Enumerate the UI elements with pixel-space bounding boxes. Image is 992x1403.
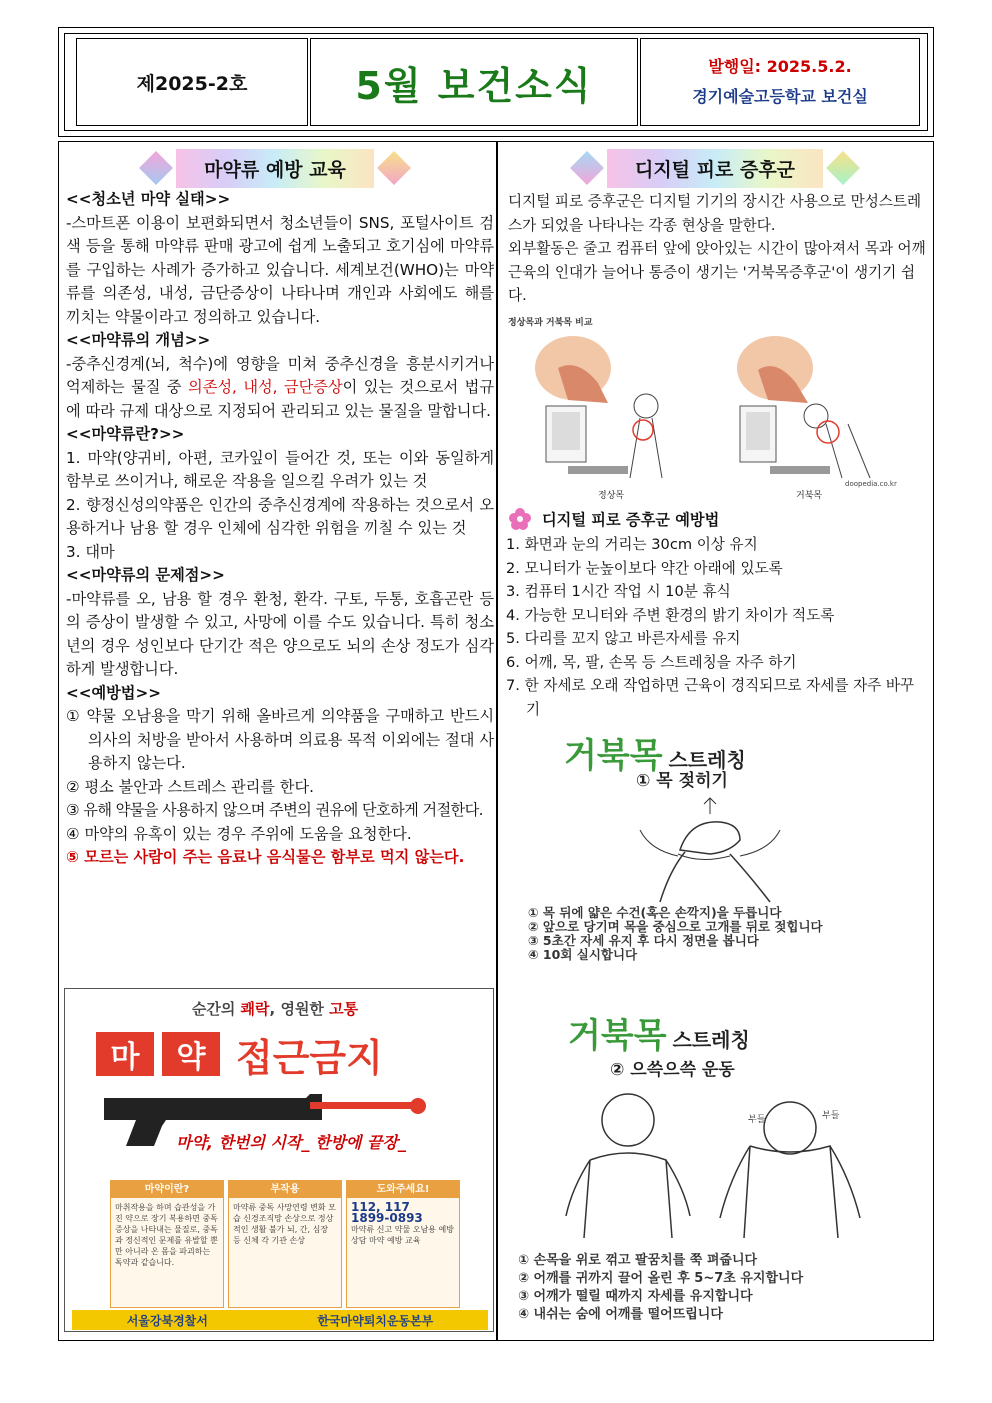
drug-section-text	[66, 188, 494, 870]
heading-prevention: <<예방법>>	[66, 683, 161, 702]
prevention-list-item: 6. 어깨, 목, 팔, 손목 등 스트레칭을 자주 하기	[506, 653, 797, 671]
kdac-logo-text: 한국마약퇴치운동본부	[317, 1313, 434, 1328]
stretch2-step: ④ 내쉬는 숨에 어깨를 떨어뜨립니다	[518, 1307, 723, 1322]
normal-neck-caption: 정상목	[598, 491, 625, 501]
poster-panel-body: 마약류 중독 사망연령 변화 모습 신경조직망 손상으로 정상적인 생활 불가 뇌, 간, 심장 등 신체 각 기관 손상	[233, 1203, 336, 1245]
prevention-item: ③ 유해 약물을 사용하지 않으며 주변의 권유에 단호하게 거절한다.	[66, 801, 483, 819]
concept-text-a: -중추신경계(뇌, 척수)에 영향을 미쳐 중추신경을 흥분시키거나 억제하는 물질 중	[66, 354, 494, 396]
image-credit: doopedia.co.kr	[845, 480, 897, 488]
prevention-item-warning: ⑤ 모르는 사람이 주는 음료나 음식물은 함부로 먹지 않는다.	[66, 848, 465, 866]
poster-slogan: 마약, 한번의 시작_ 한방에 끝장_	[176, 1133, 406, 1152]
comparison-label: 정상목과 거북목 비교	[508, 318, 593, 328]
poster-panel-what	[110, 1180, 224, 1308]
stretch1-step: ① 목 뒤에 얇은 수건(혹은 손깍지)을 두릅니다	[528, 905, 782, 920]
issue-number: 제2025-2호	[76, 38, 308, 126]
definition-item: 3. 대마	[66, 542, 115, 561]
stretch2-step: ③ 어깨가 떨릴 때까지 자세를 유지합니다	[518, 1289, 753, 1304]
prevention-title: 디지털 피로 증후군 예방법	[542, 510, 720, 529]
prevention-item: ① 약물 오남용을 막기 위해 올바르게 의약품을 구매하고 반드시 의사의 처방을 받아서 사용하며 의료용 목적 이외에는 절대 사용하지 않는다.	[66, 707, 494, 772]
prevention-list-item: 1. 화면과 눈의 거리는 30cm 이상 유지	[506, 536, 758, 553]
definition-item: 2. 향정신성의약품은 인간의 중추신경계에 작용하는 것으로서 오용하거나 남용 할 경우 인체에 심각한 위험을 끼칠 수 있는 것	[66, 495, 494, 537]
prevention-list-item: 3. 컴퓨터 1시간 작업 시 10분 휴식	[506, 583, 731, 600]
shoulder-shrug-illustration	[550, 1088, 870, 1248]
definition-item: 1. 마약(양귀비, 아편, 코카잎이 들어간 것, 또는 이와 동일하게 함부로 쓰이거나, 해로운 작용을 일으킬 우려가 있는 것	[66, 448, 494, 490]
publish-date: 발행일: 2025.5.2.	[708, 57, 852, 76]
poster-panel-help	[346, 1180, 460, 1308]
newsletter-title: 5월 보건소식	[310, 38, 638, 126]
digital-fatigue-intro	[500, 190, 930, 308]
help-services: 마약류 신고 약물 오남용 예방 상담 마약 예방 교육	[351, 1225, 454, 1245]
poster-panel-body	[347, 1198, 459, 1250]
prevention-list	[506, 533, 926, 721]
poster-box-ma: 마	[96, 1032, 154, 1076]
paragraph-drug-problems: -마약류를 오, 남용 할 경우 환청, 환각. 구토, 두통, 호흡곤란 등의 증상이 발생할 수 있고, 사망에 이를 수도 있습니다. 특히 청소년의 경우 성인보다 단기간 적은 양으로도 뇌의 손상 정도가 심각하게 발생합니다.	[66, 589, 494, 678]
column-divider	[496, 141, 498, 1341]
prevention-heading	[508, 507, 719, 531]
drug-section-banner	[100, 150, 450, 186]
poster-info-panels	[110, 1180, 460, 1308]
poster-title: 접근금지	[236, 1035, 383, 1080]
poster-tagline-red1: 쾌락	[240, 1000, 270, 1018]
heading-what-is-drug: <<마약류란?>>	[66, 425, 185, 443]
poster-tagline	[110, 998, 440, 1019]
turtle-neck-caption: 거북목	[796, 491, 823, 501]
poster-panel-body: 마취작용을 하며 습관성을 가진 약으로 장기 복용하면 중독 증상을 나타내는 물질로, 중독과 정신적인 문제를 유발할 뿐만 아니라 온 몸을 파괴하는 독약과 같습니다.	[115, 1203, 218, 1267]
heading-drug-concept: <<마약류의 개념>>	[66, 331, 211, 349]
police-logo-text: 서울강북경찰서	[126, 1313, 208, 1328]
poster-tagline-a: 순간의	[191, 1000, 241, 1018]
neck-tilt-illustration	[590, 790, 830, 905]
stretch2-step: ② 어깨를 귀까지 끌어 올린 후 5~7초 유지합니다	[518, 1271, 804, 1286]
intro-paragraph: 외부활동은 줄고 컴퓨터 앞에 앉아있는 시간이 많아져서 목과 어깨 근육의 인대가 늘어나 통증이 생기는 '거북목증후군'이 생기기 쉽다.	[508, 240, 926, 304]
poster-headline	[96, 1030, 476, 1078]
stretch1-step: ④ 10회 실시합니다	[528, 947, 638, 962]
prevention-item: ④ 마약의 유혹이 있는 경우 주위에 도움을 요청한다.	[66, 824, 412, 843]
tremble-label: 부들	[748, 1115, 766, 1125]
diamond-icon	[826, 151, 860, 185]
diamond-icon	[139, 151, 173, 185]
stretch1-steps	[528, 906, 928, 962]
poster-panel-head: 마약이란?	[111, 1181, 223, 1198]
flower-icon	[508, 507, 532, 531]
stretch1-title: 거북목	[564, 736, 663, 776]
stretch2-subtitle: 스트레칭	[672, 1028, 750, 1052]
prevention-list-item: 4. 가능한 모니터와 주변 환경의 밝기 차이가 적도록	[506, 606, 835, 624]
poster-panel-head: 부작용	[229, 1181, 341, 1198]
poster-tagline-red2: 고통	[329, 1000, 359, 1018]
hotline-number: 1899-0893	[351, 1211, 423, 1225]
drug-section-title: 마약류 예방 교육	[176, 149, 374, 188]
concept-text-b: 이 있는 것으로서 법규에 따라 규제 대상으로 지정되어 관리되고 있는 물질을 말합니다.	[66, 378, 494, 420]
stretch2-heading	[568, 1008, 750, 1057]
stretch1-step: ③ 5초간 자세 유지 후 다시 정면을 봅니다	[528, 933, 759, 948]
paragraph-youth-drug-status: -스마트폰 이용이 보편화되면서 청소년들이 SNS, 포털사이트 검색 등을 통해 마약류 판매 광고에 쉽게 노출되고 호기심에 마약류를 구입하는 사례가 증가하고 있습니다. 세계보건(WHO)는 마약류를 의존성, 내성, 금단증상이 나타나며 개인과 사회에도 해를 끼치는 약물이라고 정의하고 있습니다.	[66, 213, 494, 326]
school-name: 경기예술고등학교 보건실	[692, 87, 868, 106]
stretch2-step: ① 손목을 위로 꺾고 팔꿈치를 쭉 펴줍니다	[518, 1253, 758, 1268]
prevention-list-item: 5. 다리를 꼬지 않고 바른자세를 유지	[506, 630, 741, 647]
poster-tagline-b: , 영원한	[269, 1000, 330, 1018]
diamond-icon	[377, 151, 411, 185]
poster-panel-head: 도와주세요!	[347, 1181, 459, 1198]
prevention-list-item: 7. 한 자세로 오래 작업하면 근육이 경직되므로 자세를 자주 바꾸기	[506, 677, 915, 718]
stretch2-title: 거북목	[568, 1016, 667, 1056]
heading-youth-drug-status: <<청소년 마약 실태>>	[66, 190, 231, 208]
prevention-list-item: 2. 모니터가 눈높이보다 약간 아래에 있도록	[506, 559, 783, 577]
paragraph-drug-concept	[66, 353, 494, 424]
digital-fatigue-banner	[560, 150, 870, 186]
stretch2-steps	[518, 1252, 918, 1324]
intro-paragraph: 디지털 피로 증후군은 디지털 기기의 장시간 사용으로 만성스트레스가 되었을 나타나는 각종 현상을 말한다.	[508, 193, 922, 234]
diamond-icon	[570, 151, 604, 185]
stretch2-step-name: ② 으쓱으쓱 운동	[610, 1060, 735, 1080]
publish-info	[640, 38, 920, 126]
stretch1-subtitle: 스트레칭	[668, 748, 746, 772]
stretch1-step-name: ① 목 젖히기	[636, 771, 728, 791]
poster-footer	[72, 1310, 488, 1330]
hotline-number: 112, 117	[351, 1200, 410, 1214]
poster-box-yak: 약	[162, 1032, 220, 1076]
normal-neck-illustration	[528, 328, 668, 493]
digital-fatigue-title: 디지털 피로 증후군	[607, 149, 823, 188]
turtle-neck-illustration	[730, 328, 880, 493]
stretch1-step: ② 앞으로 당기며 목을 중심으로 고개를 뒤로 젖힙니다	[528, 919, 823, 934]
heading-drug-problems: <<마약류의 문제점>>	[66, 566, 225, 584]
concept-highlight: 의존성, 내성, 금단증상	[188, 378, 343, 396]
poster-panel-sideeffects	[228, 1180, 342, 1308]
tremble-label: 부들	[822, 1111, 840, 1121]
prevention-item: ② 평소 불안과 스트레스 관리를 한다.	[66, 777, 314, 796]
